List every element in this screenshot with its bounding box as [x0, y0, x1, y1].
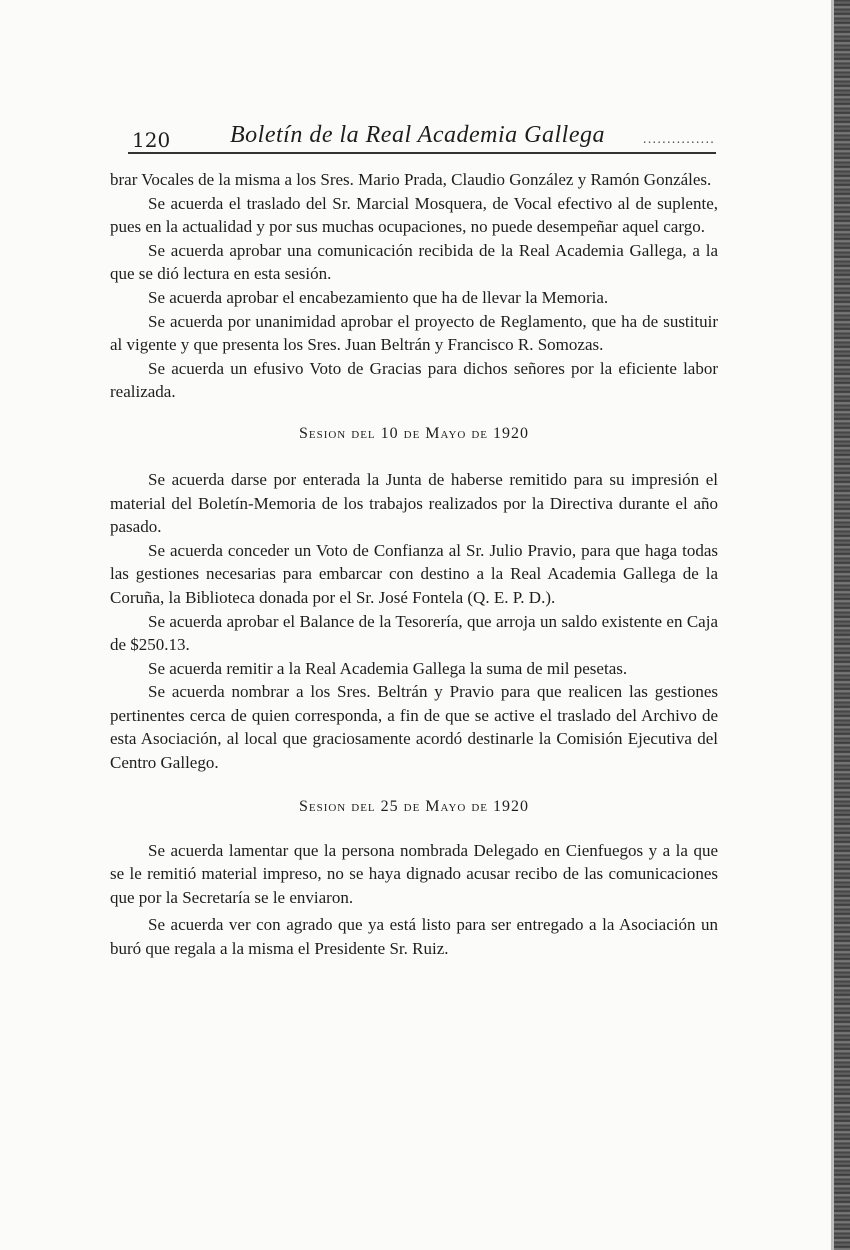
section-heading: Sesion del 25 de Mayo de 1920	[298, 797, 530, 815]
scanned-page-edge	[834, 0, 850, 1250]
page-number: 120	[132, 128, 171, 152]
page-body	[110, 168, 718, 961]
paragraph: Se acuerda darse por enterada la Junta de haberse remitido para su impresión el material del Boletín-Memoria de los trabajos realizados por la Directiva durante el año pasado.	[110, 469, 718, 537]
paragraph: Se acuerda un efusivo Voto de Gracias para dichos señores por la eficiente labor realizada.	[110, 358, 718, 402]
running-title: Boletín de la Real Academia Gallega	[230, 122, 605, 148]
header-rule	[128, 152, 716, 154]
page-header	[110, 118, 715, 154]
header-dots: ...............	[642, 132, 715, 146]
paragraph: Se acuerda conceder un Voto de Confianza al Sr. Julio Pravio, para que haga todas las gestiones necesarias para embarcar con destino a la Real Academia Gallega de la Coruña, la Biblioteca donada por el Sr. José Fontela (Q. E. P. D.).	[110, 540, 718, 607]
paragraph: Se acuerda ver con agrado que ya está listo para ser entregado a la Asociación un buró que regala a la misma el Presidente Sr. Ruiz.	[110, 915, 718, 959]
paragraph: Se acuerda aprobar el encabezamiento que ha de llevar la Memoria.	[148, 287, 609, 307]
paragraph: Se acuerda remitir a la Real Academia Gallega la suma de mil pesetas.	[148, 658, 628, 678]
paragraph: brar Vocales de la misma a los Sres. Mario Prada, Claudio González y Ramón Gonzáles.	[110, 170, 712, 189]
paragraph: Se acuerda nombrar a los Sres. Beltrán y Pravio para que realicen las gestiones pertinentes cerca de quien corresponda, a fin de que se active el traslado del Archivo de esta Asociación, al local que graciosamente acordó destinarle la Comisión Ejecutiva del Centro Gallego.	[110, 682, 718, 773]
paragraph: Se acuerda aprobar una comunicación recibida de la Real Academia Gallega, a la que se dió lectura en esta sesión.	[110, 240, 718, 284]
paragraph: Se acuerda por unanimidad aprobar el proyecto de Reglamento, que ha de sustituir al vigente y que presenta los Sres. Juan Beltrán y Francisco R. Somozas.	[110, 311, 718, 355]
paragraph: Se acuerda lamentar que la persona nombrada Delegado en Cienfuegos y a la que se le remitió material impreso, no se haya dignado acusar recibo de las comunicaciones que por la Secretaría se le enviaron.	[110, 840, 718, 907]
paragraph: Se acuerda el traslado del Sr. Marcial Mosquera, de Vocal efectivo al de suplente, pues en la actualidad y por sus muchas ocupaciones, no puede desempeñar aquel cargo.	[110, 193, 718, 237]
section-heading: Sesion del 10 de Mayo de 1920	[298, 424, 530, 442]
paragraph: Se acuerda aprobar el Balance de la Tesorería, que arroja un saldo existente en Caja de $250.13.	[110, 611, 718, 655]
